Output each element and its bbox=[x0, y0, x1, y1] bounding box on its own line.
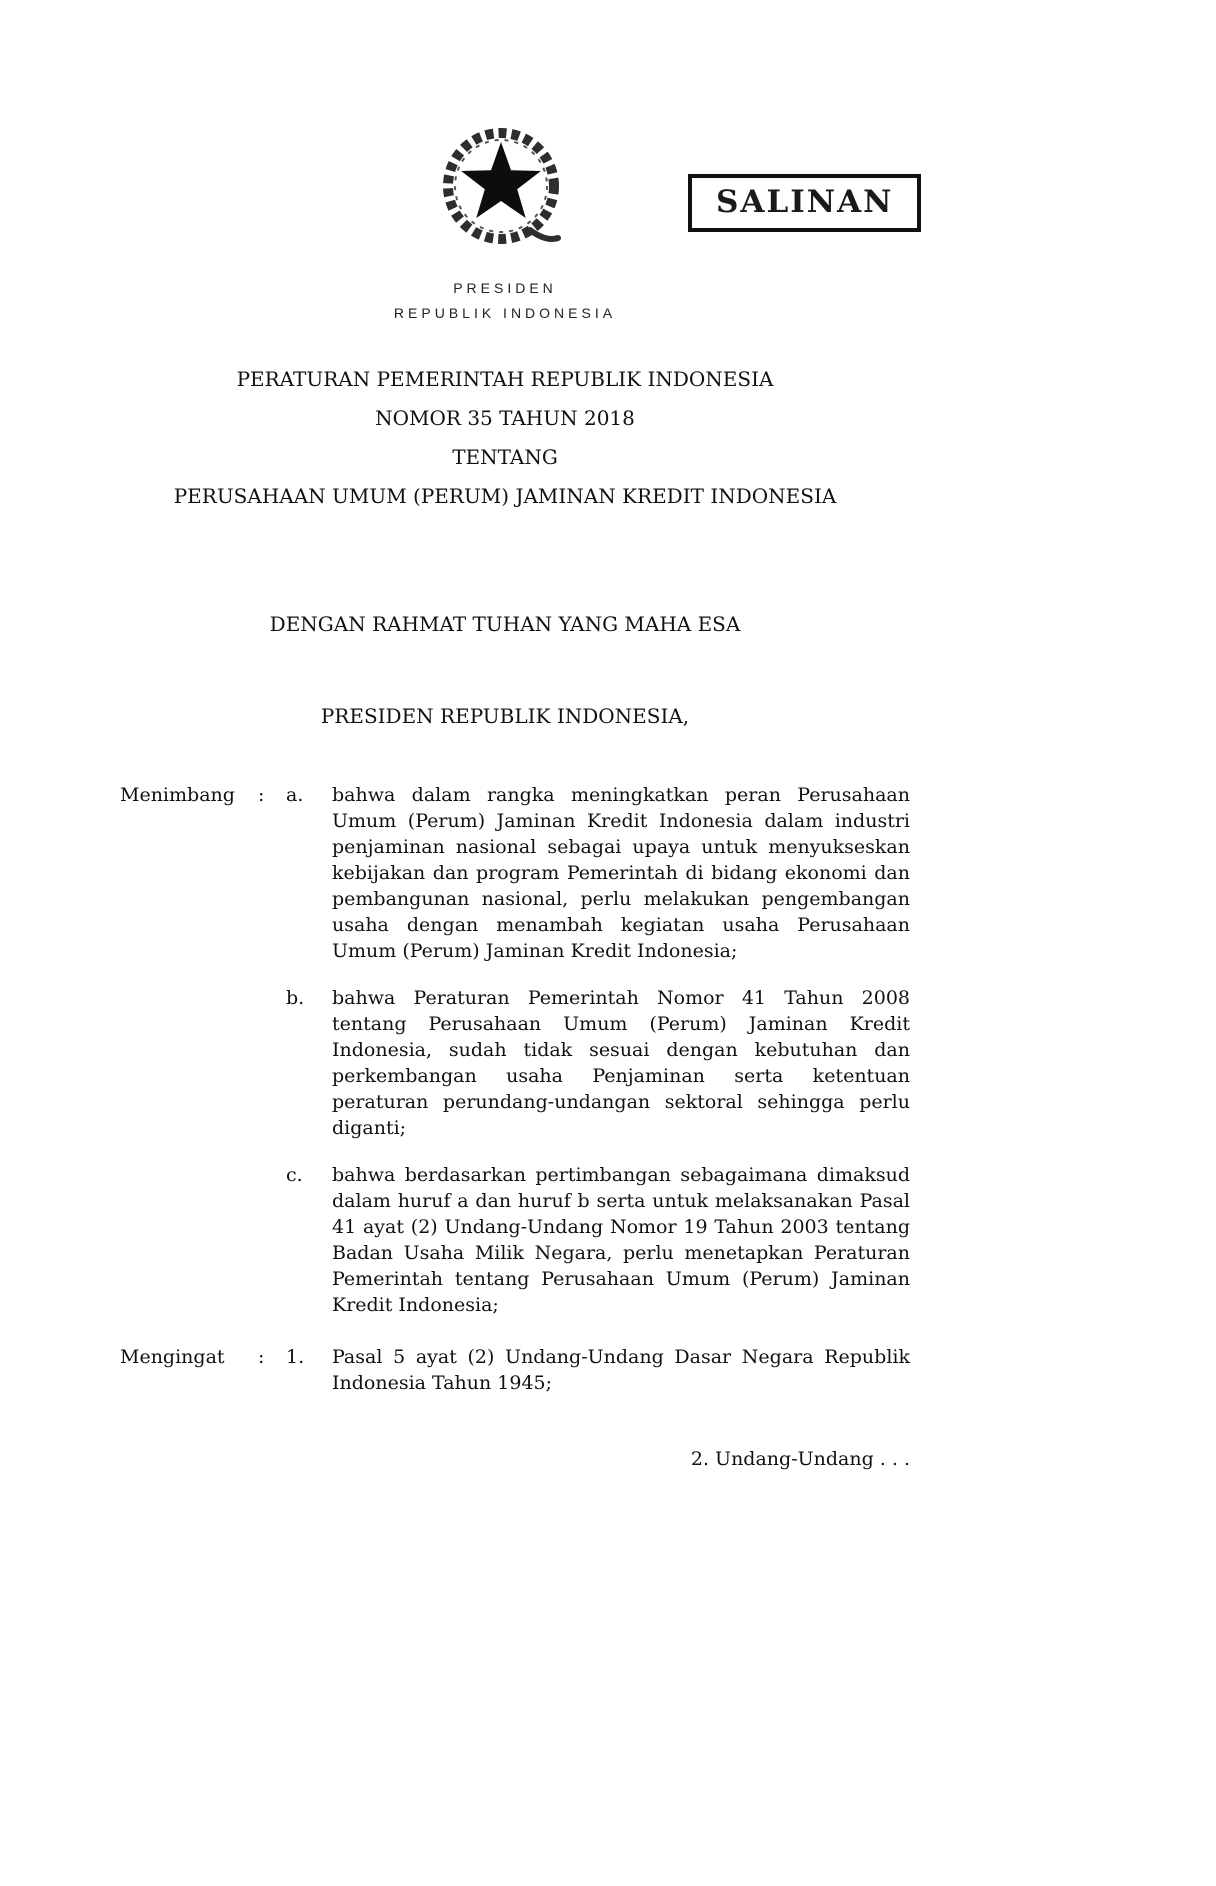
title-line-1: PERATURAN PEMERINTAH REPUBLIK INDONESIA bbox=[236, 367, 774, 391]
regulation-title bbox=[0, 360, 1010, 516]
title-line-3: TENTANG bbox=[452, 445, 558, 469]
presidential-emblem-icon bbox=[438, 126, 564, 254]
salinan-label: SALINAN bbox=[716, 184, 894, 220]
considering-item-b bbox=[286, 985, 910, 1141]
letterhead-line-republik: REPUBLIK INDONESIA bbox=[393, 305, 617, 321]
recalling-label: Mengingat bbox=[120, 1346, 225, 1368]
recalling-section bbox=[120, 1344, 910, 1396]
item-text: bahwa Peraturan Pemerintah Nomor 41 Tahun 2008 tentang Perusahaan Umum (Perum) Jaminan Kredit Indonesia, sudah tidak sesuai dengan kebutuhan dan perkembangan usaha Penjaminan serta ketentuan peraturan perundang-undangan sektoral sehingga perlu diganti; bbox=[332, 987, 910, 1139]
recalling-item-1 bbox=[286, 1344, 910, 1396]
item-marker: a. bbox=[286, 784, 304, 806]
letterhead bbox=[0, 276, 1010, 326]
letterhead-line-presiden: PRESIDEN bbox=[453, 280, 557, 296]
item-text: bahwa dalam rangka meningkatkan peran Perusahaan Umum (Perum) Jaminan Kredit Indonesia dalam industri penjaminan nasional sebagai upaya untuk menyukseskan kebijakan dan program Pemerintah di bidang ekonomi dan pembangunan nasional, perlu melakukan pengembangan usaha dengan menambah kegiatan usaha Perusahaan Umum (Perum) Jaminan Kredit Indonesia; bbox=[332, 784, 910, 962]
catchword: 2. Undang-Undang . . . bbox=[690, 1448, 910, 1470]
considering-colon: : bbox=[258, 784, 265, 806]
considering-section bbox=[120, 782, 910, 1318]
considering-label: Menimbang bbox=[120, 784, 235, 806]
item-marker: c. bbox=[286, 1164, 303, 1186]
item-text: bahwa berdasarkan pertimbangan sebagaimana dimaksud dalam huruf a dan huruf b serta untuk melaksanakan Pasal 41 ayat (2) Undang-Undang Nomor 19 Tahun 2003 tentang Badan Usaha Milik Negara, perlu menetapkan Peraturan Pemerintah tentang Perusahaan Umum (Perum) Jaminan Kredit Indonesia; bbox=[332, 1164, 910, 1316]
authority-line: PRESIDEN REPUBLIK INDONESIA, bbox=[320, 704, 690, 728]
considering-item-a bbox=[286, 782, 910, 964]
item-marker: b. bbox=[286, 987, 305, 1009]
invocation-line: DENGAN RAHMAT TUHAN YANG MAHA ESA bbox=[269, 612, 741, 636]
document-body bbox=[120, 782, 910, 1472]
salinan-stamp bbox=[688, 174, 921, 232]
recalling-colon: : bbox=[258, 1346, 265, 1368]
title-line-4: PERUSAHAAN UMUM (PERUM) JAMINAN KREDIT INDONESIA bbox=[173, 484, 837, 508]
item-marker: 1. bbox=[286, 1346, 305, 1368]
considering-item-c bbox=[286, 1162, 910, 1318]
item-text: Pasal 5 ayat (2) Undang-Undang Dasar Negara Republik Indonesia Tahun 1945; bbox=[332, 1346, 910, 1394]
title-line-2: NOMOR 35 TAHUN 2018 bbox=[375, 406, 635, 430]
